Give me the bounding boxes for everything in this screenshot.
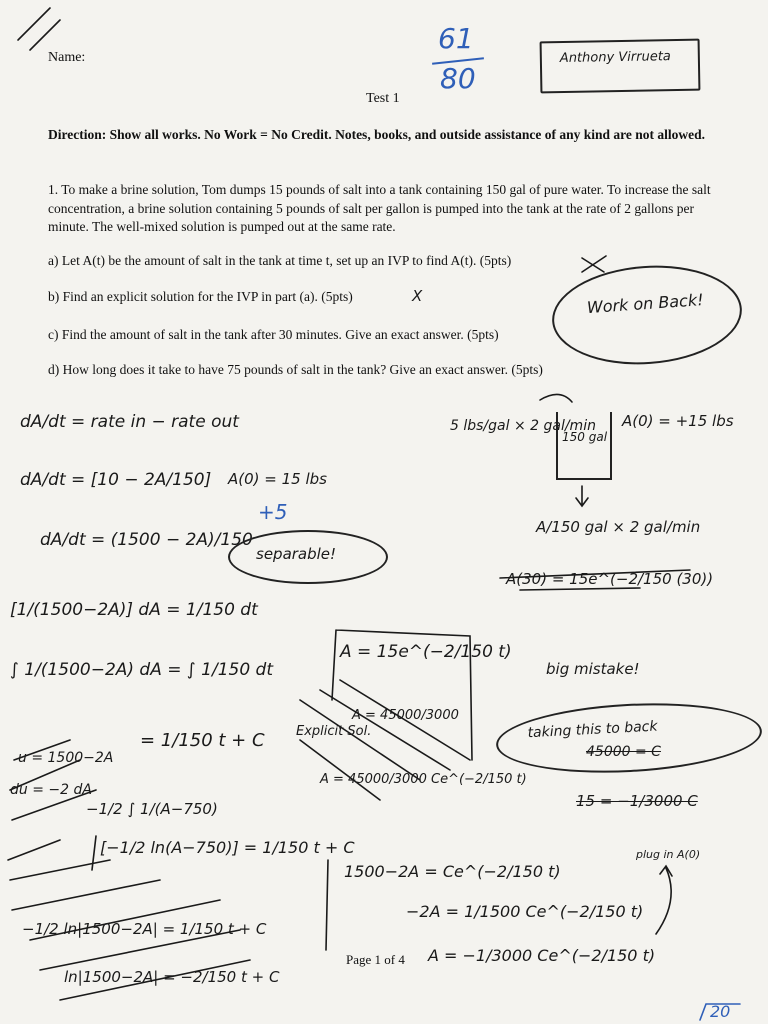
score-denominator: 80 [440, 62, 476, 95]
slash-stroke-2 [30, 20, 60, 50]
arrow-top [540, 394, 572, 402]
slash-stroke-1 [18, 8, 50, 40]
exp-step-1: 1500−2A = Ce^(−2/150 t) [344, 862, 561, 881]
log-equation-2: −1/2 ln|1500−2A| = 1/150 t + C [22, 920, 267, 938]
name-label: Name: [48, 50, 86, 65]
explicit-solution-eq: A = 15e^(−2/150 t) [340, 642, 512, 662]
problem-statement: 1. To make a brine solution, Tom dumps 15 pounds of salt into a tank containing 150 gal of pure water. To increase the salt concentration, a brine solution containing 5 pounds of salt per gallon is pumped into the tank at the rate of 2 gallons per minute. The well-mixed solution is pumped out at the same rate. [48, 182, 711, 234]
c-equation: 45000 = C [586, 744, 661, 760]
a0-note: A(0) = +15 lbs [622, 412, 734, 430]
arrow-down [576, 486, 588, 506]
explicit-solution-label: Explicit Sol. [296, 724, 372, 739]
half-integral: −1/2 ∫ 1/(A−750) [86, 800, 218, 818]
taking-to-back-note [494, 697, 763, 779]
student-name: Anthony Virrueta [559, 49, 671, 67]
rate-in: 5 lbs/gal × 2 gal/min [450, 418, 596, 434]
part-a: a) Let A(t) be the amount of salt in the tank at time t, set up an IVP to find A(t). (5pts) [48, 253, 512, 268]
c-equation-2: 15 = −1/3000 C [576, 792, 698, 810]
part-b-mark: X [412, 287, 423, 305]
crossed-eq-1: A = 45000/3000 [352, 708, 459, 723]
separable-note [228, 530, 388, 584]
student-name-box [540, 39, 701, 94]
score-numerator: 61 [438, 22, 474, 55]
crossed-eq-2: A = 45000/3000 Ce^(−2/150 t) [320, 772, 527, 787]
directions: Direction: Show all works. No Work = No Credit. Notes, books, and outside assistance of any kind are not allowed. [48, 127, 706, 142]
rate-equation: dA/dt = rate in − rate out [20, 412, 239, 432]
exp-step-2: −2A = 1/1500 Ce^(−2/150 t) [406, 902, 644, 921]
du-substitution: du = −2 dA [10, 782, 92, 798]
ode-2: dA/dt = (1500 − 2A)/150 [40, 530, 253, 550]
part-a-cross [582, 256, 606, 272]
separable-text: separable! [256, 545, 337, 563]
rate-out: A/150 gal × 2 gal/min [536, 518, 701, 536]
work-on-back-note [549, 259, 745, 370]
initial-condition: A(0) = 15 lbs [228, 470, 327, 488]
rhs-eq: = 1/150 t + C [140, 730, 265, 751]
tank-label: 150 gal [562, 430, 608, 444]
part-d: d) How long does it take to have 75 pounds of salt in the tank? Give an exact answer. (5pts) [48, 362, 543, 377]
plug-in-note: plug in A(0) [636, 848, 701, 861]
part-c: c) Find the amount of salt in the tank after 30 minutes. Give an exact answer. (5pts) [48, 327, 499, 342]
big-mistake-note: big mistake! [546, 660, 640, 678]
tank-drawing [556, 412, 612, 480]
test-title: Test 1 [366, 91, 400, 106]
u-substitution: u = 1500−2A [18, 750, 114, 766]
exp-step-3: A = −1/3000 Ce^(−2/150 t) [428, 946, 656, 965]
page-score: 20 [710, 1002, 731, 1021]
work-on-back-text: Work on Back! [586, 290, 705, 318]
arrow-plug-in [656, 866, 672, 934]
log-equation-3: ln|1500−2A| = −2/150 t + C [64, 968, 280, 986]
integral-eq: ∫ 1/(1500−2A) dA = ∫ 1/150 dt [10, 660, 274, 680]
ode-1: dA/dt = [10 − 2A/150] [20, 470, 212, 490]
log-equation: [−1/2 ln(A−750)] = 1/150 t + C [100, 838, 355, 857]
part-c-answer: A(30) = 15e^(−2/150 (30)) [506, 570, 714, 588]
separated-eq: [1/(1500−2A)] dA = 1/150 dt [10, 600, 258, 620]
plus-five-note: +5 [258, 500, 288, 524]
part-b: b) Find an explicit solution for the IVP in part (a). (5pts) [48, 289, 353, 304]
page-number: Page 1 of 4 [346, 952, 405, 967]
taking-to-back-text: taking this to back [527, 718, 658, 742]
